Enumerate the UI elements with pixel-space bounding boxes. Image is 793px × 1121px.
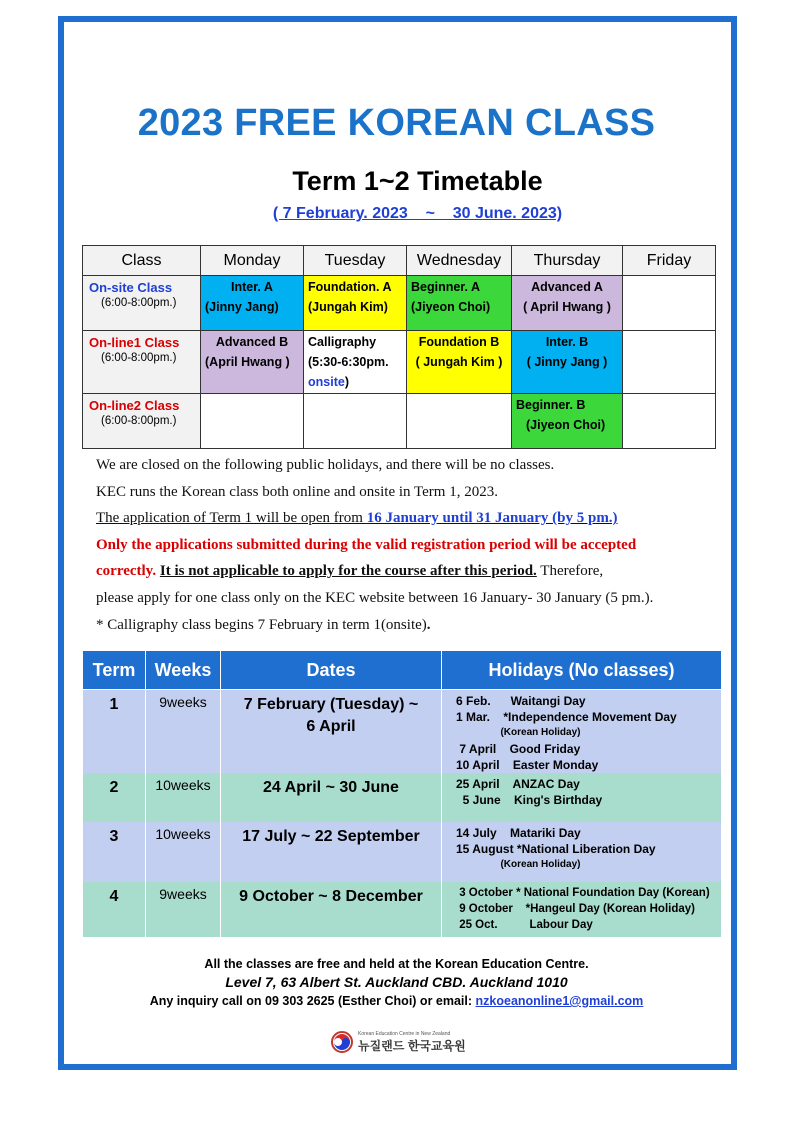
class-time: (6:00-8:00pm.) <box>101 352 177 364</box>
holiday-line: 7 April Good Friday <box>456 742 581 756</box>
period: . <box>426 616 431 633</box>
term-date-line: 24 April ~ 30 June <box>263 779 399 796</box>
term-number: 1 <box>83 690 146 774</box>
timetable-cell <box>304 276 407 331</box>
holiday-line: 1 Mar. *Independence Movement Day <box>456 710 677 724</box>
page-subtitle: Term 1~2 Timetable <box>292 166 543 196</box>
term-date-line: 9 October ~ 8 December <box>239 888 423 905</box>
page-title: 2023 FREE KOREAN CLASS <box>137 102 656 144</box>
term-number: 4 <box>83 882 146 937</box>
term-weeks: 10weeks <box>146 822 221 882</box>
course-name: Beginner. A <box>411 280 480 294</box>
kec-logo <box>330 1030 466 1054</box>
timetable-header: Tuesday <box>304 246 407 276</box>
class-cell <box>83 331 201 394</box>
note-line: KEC runs the Korean class both online and onsite in Term 1, 2023. <box>96 483 498 500</box>
class-cell <box>83 276 201 331</box>
footer-contact <box>0 994 793 1008</box>
timetable-cell <box>512 331 623 394</box>
term-dates <box>221 822 442 882</box>
term-dates <box>221 690 442 774</box>
term-holidays <box>442 690 722 774</box>
footer-address: Level 7, 63 Albert St. Auckland CBD. Auckland 1010 <box>225 974 568 990</box>
holiday-line: 25 Oct. Labour Day <box>456 919 593 931</box>
course-name: Foundation. A <box>308 280 392 294</box>
course-name: Advanced B <box>215 335 289 349</box>
note-line <box>96 612 736 639</box>
note-therefore: Therefore, <box>536 563 604 580</box>
date-range: ( 7 February. 2023 ~ 30 June. 2023) <box>272 205 563 222</box>
course-name: Calligraphy <box>308 335 377 349</box>
timetable-cell <box>512 276 623 331</box>
holiday-line: 6 Feb. Waitangi Day <box>456 694 586 708</box>
application-text: The application of Term 1 will be open from <box>96 510 367 527</box>
notes <box>96 452 736 638</box>
footer-inquiry: Any inquiry call on 09 303 2625 (Esther Choi) or email: <box>149 994 476 1008</box>
timetable <box>82 245 716 449</box>
timetable-cell <box>512 394 623 449</box>
close-paren: ) <box>344 375 349 389</box>
course-time-text: (5:30-6:30pm. <box>308 355 389 369</box>
terms-table <box>82 650 722 937</box>
timetable-header: Wednesday <box>407 246 512 276</box>
korean-taegeuk-logo-icon <box>330 1030 354 1054</box>
timetable-cell-empty <box>623 276 716 331</box>
holiday-note: (Korean Holiday) <box>456 859 581 870</box>
calligraphy-note: * Calligraphy class begins 7 February in term 1(onsite) <box>96 616 427 633</box>
term-dates <box>221 882 442 937</box>
terms-header: Term <box>83 651 146 690</box>
logo-small-text: Korean Education Centre in New Zealand <box>358 1030 451 1037</box>
note-line: please apply for one class only on the KEC website between 16 January- 30 January (5 pm.). <box>96 589 654 606</box>
timetable-header: Friday <box>623 246 716 276</box>
timetable-cell-empty <box>304 394 407 449</box>
class-name: On-line2 Class <box>89 398 180 413</box>
timetable-header: Monday <box>201 246 304 276</box>
holiday-note: (Korean Holiday) <box>456 727 581 738</box>
timetable-cell-empty <box>623 394 716 449</box>
logo-big-text: 뉴질랜드 한국교육원 <box>358 1038 466 1053</box>
terms-header: Holidays (No classes) <box>442 651 722 690</box>
email-link[interactable]: nzkoeanonline1@gmail.com <box>475 994 644 1008</box>
term-number: 3 <box>83 822 146 882</box>
term-weeks: 9weeks <box>146 882 221 937</box>
teacher-name: ( Jinny Jang ) <box>526 355 608 369</box>
timetable-cell <box>304 331 407 394</box>
holiday-line: 25 April ANZAC Day <box>456 777 580 791</box>
holiday-line: 14 July Matariki Day <box>456 826 581 840</box>
term-holidays <box>442 882 722 937</box>
term-dates <box>221 773 442 822</box>
class-time: (6:00-8:00pm.) <box>101 415 177 427</box>
course-name: Inter. B <box>545 335 589 349</box>
note-not-applicable: It is not applicable to apply for the course after this period. <box>159 563 537 580</box>
term-weeks: 10weeks <box>146 773 221 822</box>
application-period: 16 January until 31 January (by 5 pm.) <box>366 510 618 527</box>
timetable-cell-empty <box>623 331 716 394</box>
course-name: Advanced A <box>531 280 603 294</box>
holiday-line: 5 June King's Birthday <box>456 793 603 807</box>
note-warning: Only the applications submitted during the valid registration period will be accepted <box>96 536 637 553</box>
course-name: Inter. A <box>231 280 273 294</box>
class-time: (6:00-8:00pm.) <box>101 297 177 309</box>
teacher-name: (Jiyeon Choi) <box>526 418 606 432</box>
teacher-name: (Jiyeon Choi) <box>411 300 491 314</box>
timetable-header: Class <box>83 246 201 276</box>
note-line: We are closed on the following public holidays, and there will be no classes. <box>96 457 555 473</box>
timetable-cell <box>407 276 512 331</box>
holiday-line: 10 April Easter Monday <box>456 758 599 772</box>
timetable-header: Thursday <box>512 246 623 276</box>
class-name: On-site Class <box>89 280 173 295</box>
teacher-name: ( Jungah Kim ) <box>415 355 503 369</box>
holiday-line: 3 October * National Foundation Day (Korean) <box>456 887 710 899</box>
term-number: 2 <box>83 773 146 822</box>
course-location <box>304 373 406 393</box>
footer-free-classes: All the classes are free and held at the Korean Education Centre. <box>204 957 589 971</box>
holiday-line: 9 October *Hangeul Day (Korean Holiday) <box>456 903 695 915</box>
note-line <box>96 505 736 532</box>
term-date-line: 17 July ~ 22 September <box>242 828 420 845</box>
note-line <box>96 558 736 585</box>
course-time <box>304 353 406 373</box>
timetable-cell <box>407 331 512 394</box>
onsite-label: onsite <box>308 375 345 389</box>
term-date-line: 6 April <box>306 718 356 735</box>
timetable-cell-empty <box>201 394 304 449</box>
course-name: Foundation B <box>418 335 500 349</box>
class-cell <box>83 394 201 449</box>
class-name: On-line1 Class <box>89 335 180 350</box>
terms-header: Weeks <box>146 651 221 690</box>
note-warning-end: correctly. <box>96 563 157 580</box>
teacher-name: (Jungah Kim) <box>308 300 388 314</box>
timetable-cell-empty <box>407 394 512 449</box>
term-date-line: 7 February (Tuesday) ~ <box>243 696 419 713</box>
term-holidays <box>442 773 722 822</box>
teacher-name: (April Hwang ) <box>205 355 290 369</box>
holiday-line: 15 August *National Liberation Day <box>456 842 656 856</box>
terms-header: Dates <box>221 651 442 690</box>
teacher-name: (Jinny Jang) <box>205 300 279 314</box>
course-name: Beginner. B <box>516 398 586 412</box>
term-weeks: 9weeks <box>146 690 221 774</box>
teacher-name: ( April Hwang ) <box>523 300 611 314</box>
term-holidays <box>442 822 722 882</box>
timetable-cell <box>201 331 304 394</box>
timetable-cell <box>201 276 304 331</box>
